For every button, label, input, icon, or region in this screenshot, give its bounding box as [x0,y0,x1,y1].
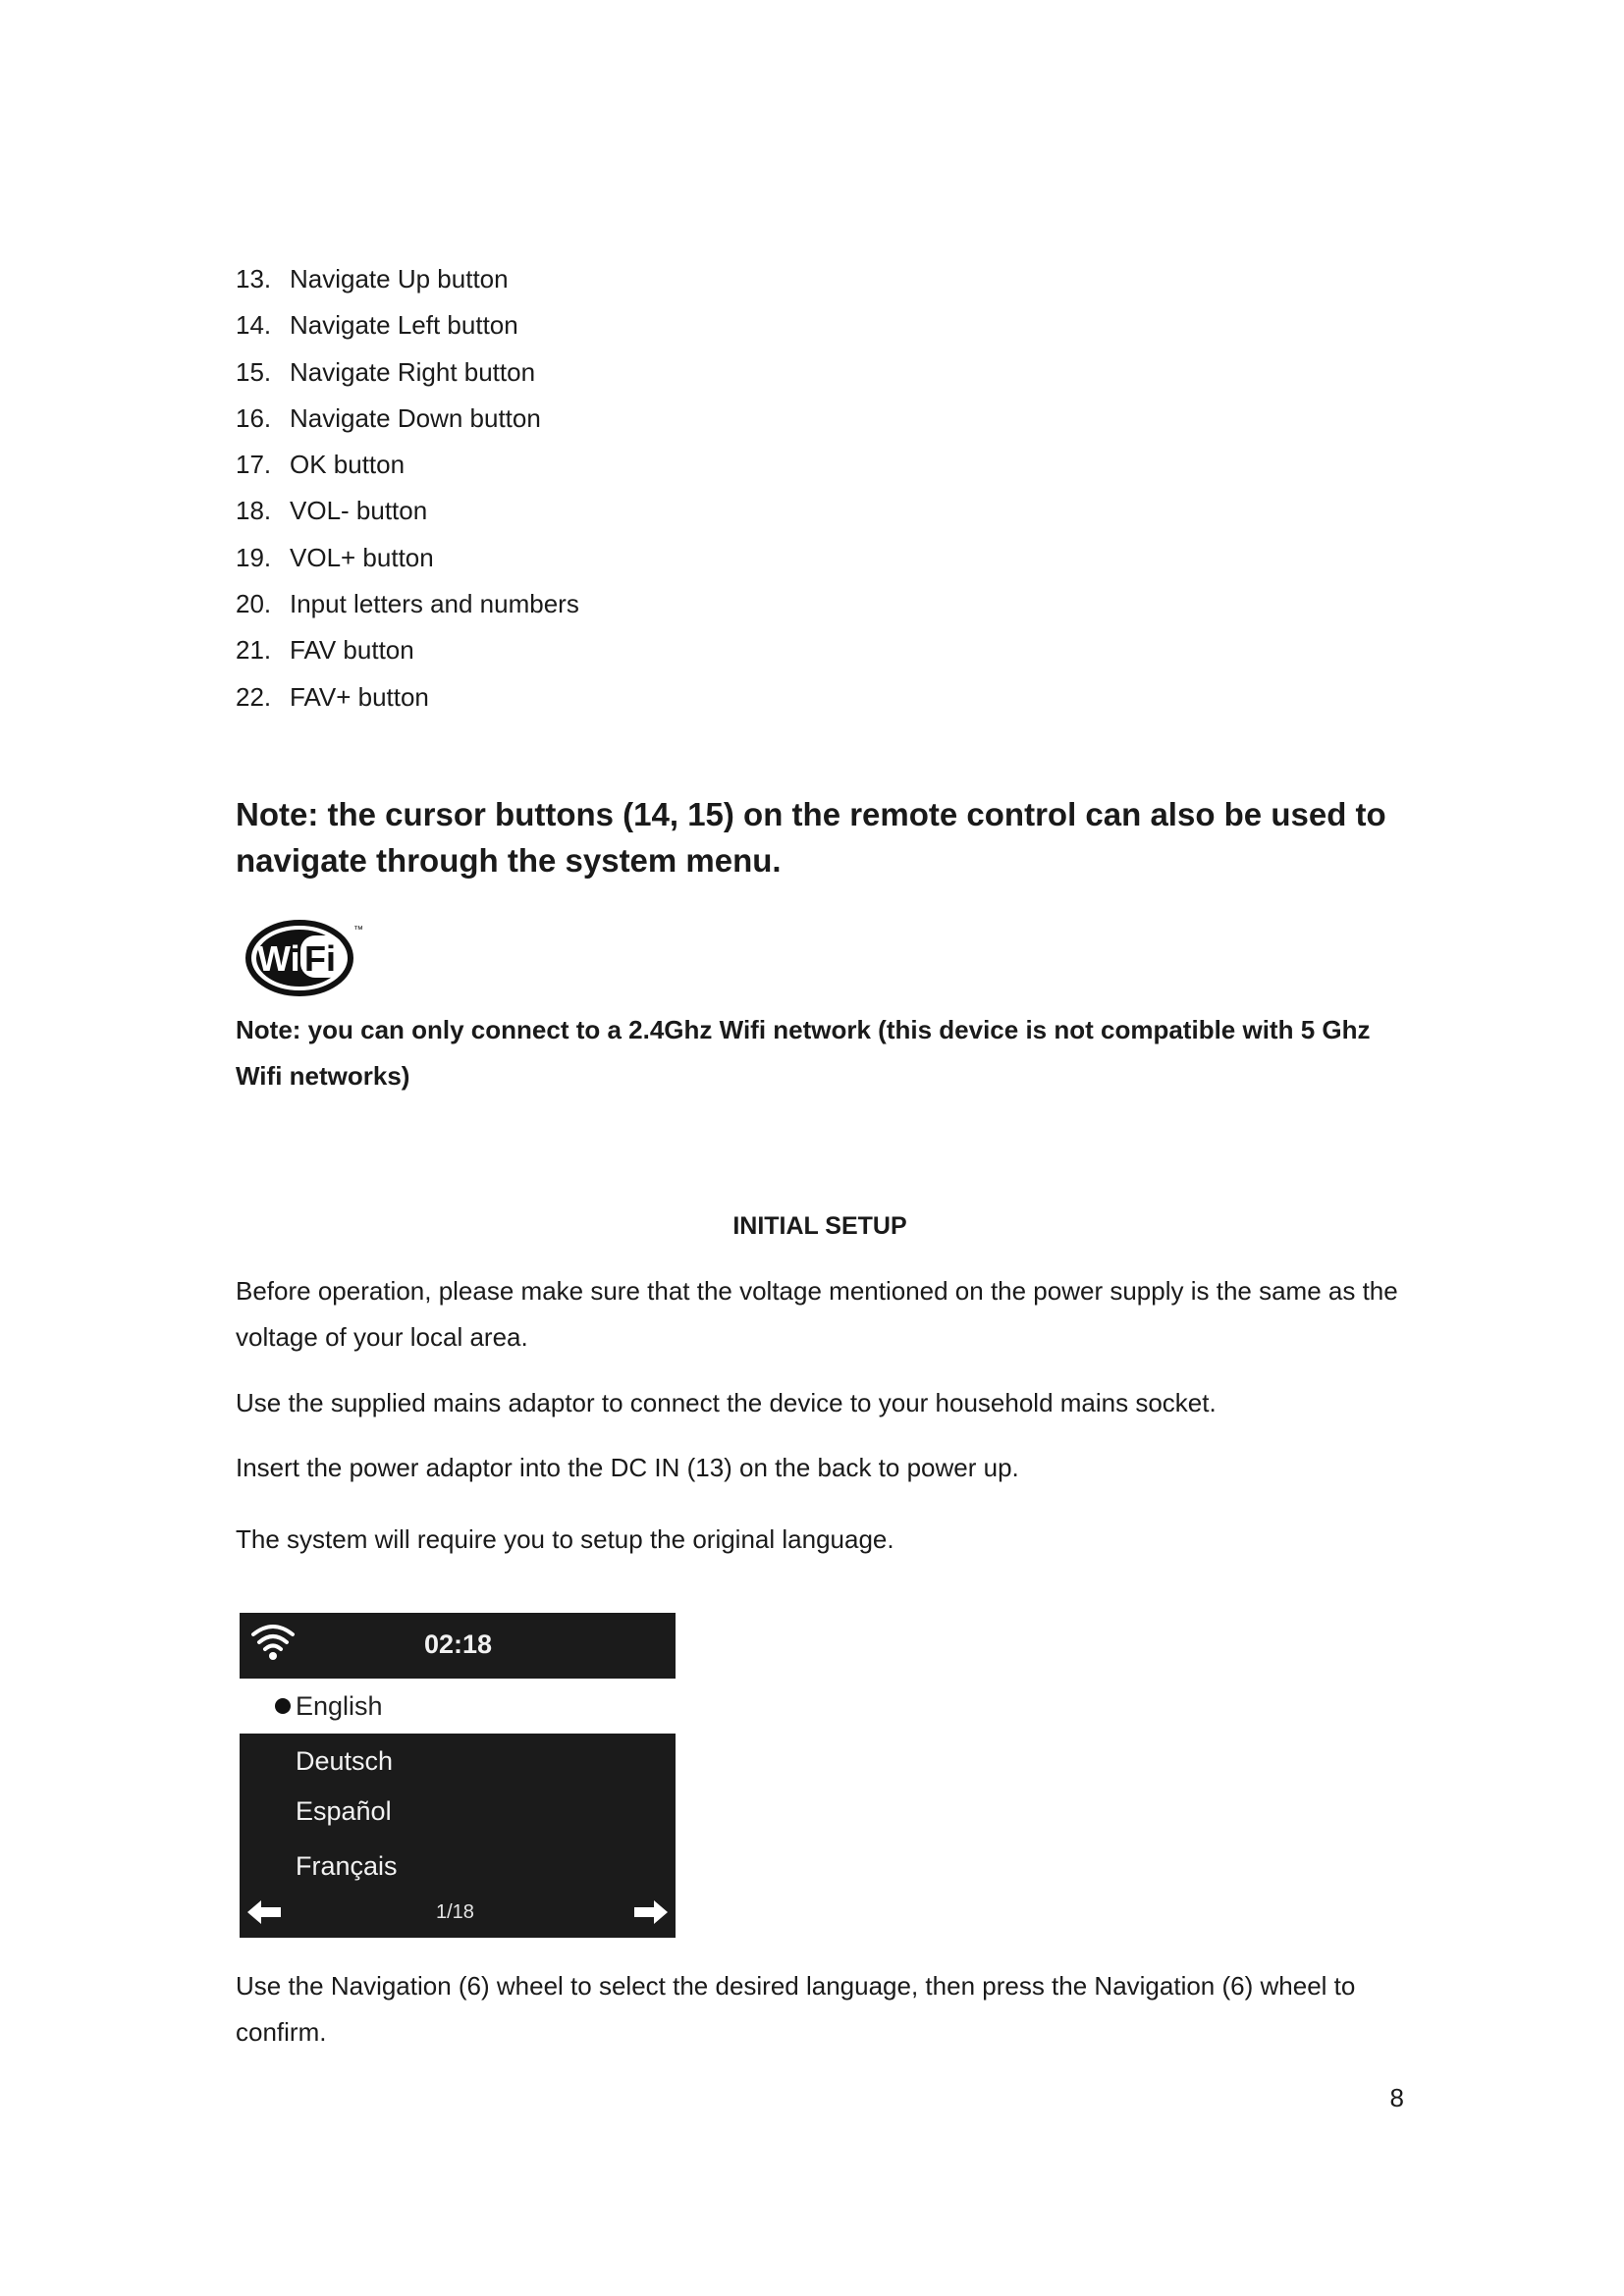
language-list [240,1734,676,1938]
paragraph-adaptor: Use the supplied mains adaptor to connect the device to your household mains socket. [236,1388,1217,1417]
list-item-number: 17. [236,450,272,480]
list-item [236,628,579,674]
button-list [236,257,579,721]
list-item [236,536,579,582]
list-item-label: Navigate Up button [290,264,509,294]
list-item [236,489,579,535]
list-item-label: VOL- button [290,496,428,526]
list-item-number: 16. [236,402,272,433]
list-item [236,443,579,489]
screen-pager: 1/18 [436,1901,474,1923]
language-option: Deutsch [296,1746,394,1776]
list-item-label: FAV button [290,635,414,666]
wifi-note: Note: you can only connect to a 2.4Ghz Wifi network (this device is not compatible with 5 Ghz Wifi networks) [236,1015,1371,1091]
list-item-number: 18. [236,496,272,526]
section-title: INITIAL SETUP [732,1212,907,1240]
paragraph-power: Insert the power adaptor into the DC IN (13) on the back to power up. [236,1453,1019,1482]
list-item-label: Input letters and numbers [290,589,579,619]
language-selected-row [240,1679,676,1734]
paragraph-language: The system will require you to setup the original language. [236,1524,894,1554]
list-item-label: VOL+ button [290,542,434,572]
list-item-number: 14. [236,310,272,341]
list-item-label: Navigate Left button [290,310,518,341]
selected-bullet-icon [275,1698,291,1714]
list-item [236,303,579,349]
arrow-left-icon [245,1898,283,1926]
page-number: 8 [1389,2083,1404,2112]
list-item-label: Navigate Down button [290,402,541,433]
list-item-number: 13. [236,264,272,294]
language-option: Español [296,1796,392,1826]
paragraph-navigation: Use the Navigation (6) wheel to select the desired language, then press the Navigation (6) wheel to confirm. [236,1971,1356,2047]
paragraph-voltage: Before operation, please make sure that the voltage mentioned on the power supply is the same as the voltage of your local area. [236,1276,1398,1352]
list-item-label: Navigate Right button [290,356,536,387]
list-item [236,582,579,628]
list-item [236,675,579,721]
list-item-number: 19. [236,542,272,572]
list-item [236,350,579,397]
list-item-number: 21. [236,635,272,666]
list-item [236,257,579,303]
list-item-number: 22. [236,681,272,712]
device-screen [240,1613,676,1938]
screen-clock: 02:18 [424,1629,493,1659]
screen-status-bar [240,1613,676,1679]
wifi-logo-icon [244,917,366,997]
wifi-logo-fi-text: Fi [304,938,336,979]
language-option: Français [296,1851,398,1881]
language-selected-label: English [296,1691,383,1721]
wifi-logo-wi-text: Wi [257,938,300,979]
list-item [236,397,579,443]
wifi-logo-tm: ™ [353,925,363,935]
wifi-signal-icon [249,1621,297,1662]
arrow-right-icon [632,1898,670,1926]
list-item-number: 20. [236,589,272,619]
list-item-label: FAV+ button [290,681,429,712]
cursor-note: Note: the cursor buttons (14, 15) on the remote control can also be used to navigate through the system menu. [236,796,1386,879]
list-item-number: 15. [236,356,272,387]
list-item-label: OK button [290,450,406,480]
